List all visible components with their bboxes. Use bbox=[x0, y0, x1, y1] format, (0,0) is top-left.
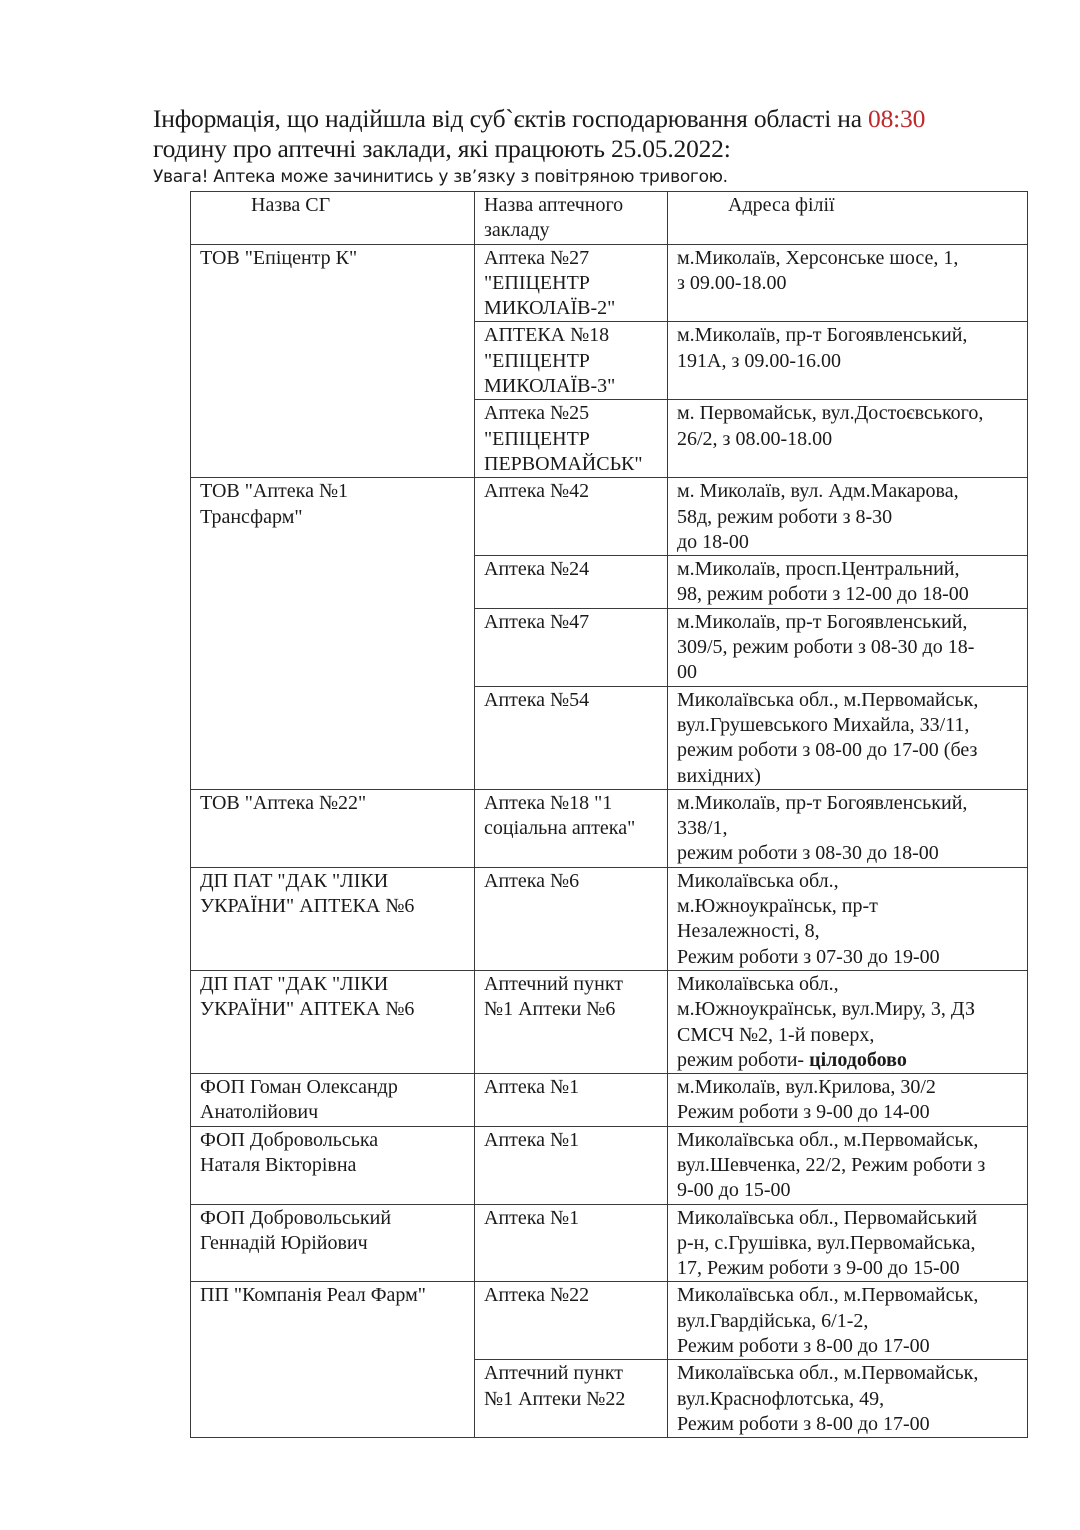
address-cell bbox=[668, 556, 1028, 609]
cell-line: режим роботи з 08-00 до 17-00 (без bbox=[677, 739, 978, 762]
cell-line: м. Миколаїв, вул. Адм.Макарова, bbox=[677, 480, 959, 503]
cell-line: 17, Режим роботи з 9-00 до 15-00 bbox=[677, 1257, 960, 1280]
cell-line: №1 Аптеки №6 bbox=[484, 998, 616, 1021]
air-raid-warning: Увага! Аптека може зачинитись у зв’язку з повітряною тривогою. bbox=[153, 167, 728, 187]
cell-line: ПЕРВОМАЙСЬК" bbox=[484, 452, 643, 475]
cell-line: Аптека №42 bbox=[484, 480, 590, 503]
cell-line: МИКОЛАЇВ-2" bbox=[484, 297, 616, 320]
cell-line: Миколаївська обл., м.Первомайськ, bbox=[677, 1362, 979, 1385]
cell-line: Аптечний пункт bbox=[484, 972, 624, 995]
cell-line: Наталя Вікторівна bbox=[200, 1153, 357, 1176]
cell-line: Миколаївська обл., м.Первомайськ, bbox=[677, 688, 979, 711]
entity-cell bbox=[191, 1074, 475, 1127]
cell-line: м.Миколаїв, пр-т Богоявленський, bbox=[677, 610, 968, 633]
cell-line: м.Миколаїв, просп.Центральний, bbox=[677, 558, 960, 581]
cell-line bbox=[677, 1048, 1019, 1073]
cell-line: 00 bbox=[677, 661, 697, 684]
pharmacy-table bbox=[190, 191, 1028, 1438]
cell-line: Миколаївська обл., bbox=[677, 972, 839, 995]
cell-line: АПТЕКА №18 bbox=[484, 324, 610, 347]
cell-line: ПП "Компанія Реал Фарм" bbox=[200, 1284, 426, 1307]
cell-line: м.Южноукраїнськ, пр-т bbox=[677, 895, 878, 918]
cell-line: Миколаївська обл., м.Первомайськ, bbox=[677, 1128, 979, 1151]
entity-cell bbox=[191, 478, 475, 790]
pharmacy-name-cell bbox=[475, 1282, 668, 1360]
entity-cell bbox=[191, 789, 475, 867]
pharmacy-name-cell bbox=[475, 244, 668, 322]
entity-cell bbox=[191, 970, 475, 1073]
address-cell bbox=[668, 244, 1028, 322]
pharmacy-name-cell bbox=[475, 1204, 668, 1282]
address-cell bbox=[668, 1360, 1028, 1438]
cell-line: 26/2, з 08.00-18.00 bbox=[677, 427, 833, 450]
title-text: Інформація, що надійшла від суб`єктів господарювання області на bbox=[153, 104, 869, 133]
cell-line: м.Миколаїв, Херсонське шосе, 1, bbox=[677, 246, 959, 269]
pharmacy-name-cell bbox=[475, 400, 668, 478]
cell-line: Режим роботи з 8-00 до 17-00 bbox=[677, 1335, 930, 1358]
entity-cell bbox=[191, 1282, 475, 1438]
cell-line: до 18-00 bbox=[677, 530, 749, 553]
cell-line: "ЕПІЦЕНТР bbox=[484, 427, 590, 450]
cell-line: Аптека №6 bbox=[484, 869, 580, 892]
address-cell bbox=[668, 1074, 1028, 1127]
cell-line: м.Миколаїв, пр-т Богоявленський, bbox=[677, 324, 968, 347]
cell-line: Аптека №47 bbox=[484, 610, 590, 633]
cell-line: соціальна аптека" bbox=[484, 817, 636, 840]
pharmacy-name-cell bbox=[475, 478, 668, 556]
cell-line: УКРАЇНИ" АПТЕКА №6 bbox=[200, 998, 415, 1021]
cell-line: №1 Аптеки №22 bbox=[484, 1387, 626, 1410]
cell-line: Режим роботи з 8-00 до 17-00 bbox=[677, 1412, 930, 1435]
address-cell bbox=[668, 322, 1028, 400]
cell-line: СМСЧ №2, 1-й поверх, bbox=[677, 1023, 875, 1046]
table-row bbox=[191, 970, 1028, 1073]
address-cell bbox=[668, 789, 1028, 867]
hours-24h: цілодобово bbox=[809, 1048, 907, 1071]
title-text-line2: годину про аптечні заклади, які працюють 25.05.2022: bbox=[153, 134, 731, 163]
cell-line: ДП ПАТ "ДАК "ЛІКИ bbox=[200, 972, 389, 995]
cell-line: Незалежності, 8, bbox=[677, 920, 820, 943]
document-title bbox=[153, 104, 973, 164]
cell-line: вул.Шевченка, 22/2, Режим роботи з bbox=[677, 1153, 986, 1176]
cell-line: Аптека №1 bbox=[484, 1206, 580, 1229]
pharmacy-name-cell bbox=[475, 1074, 668, 1127]
cell-line: режим роботи з 08-30 до 18-00 bbox=[677, 842, 939, 865]
cell-line: р-н, с.Грушівка, вул.Первомайська, bbox=[677, 1231, 976, 1254]
entity-cell bbox=[191, 867, 475, 970]
entity-cell bbox=[191, 1126, 475, 1204]
cell-line: з 09.00-18.00 bbox=[677, 271, 787, 294]
cell-line: м.Южноукраїнськ, вул.Миру, 3, ДЗ bbox=[677, 998, 976, 1021]
address-cell bbox=[668, 478, 1028, 556]
pharmacy-name-cell bbox=[475, 556, 668, 609]
cell-line: 98, режим роботи з 12-00 до 18-00 bbox=[677, 583, 969, 606]
cell-line: 309/5, режим роботи з 08-30 до 18- bbox=[677, 636, 975, 659]
cell-line: Аптека №54 bbox=[484, 688, 590, 711]
cell-line: вул.Краснофлотська, 49, bbox=[677, 1387, 885, 1410]
pharmacy-name-cell bbox=[475, 970, 668, 1073]
address-cell bbox=[668, 686, 1028, 789]
entity-cell bbox=[191, 1204, 475, 1282]
cell-line: Миколаївська обл., м.Первомайськ, bbox=[677, 1284, 979, 1307]
cell-line: 58д, режим роботи з 8-30 bbox=[677, 505, 893, 528]
cell-line: ФОП Добровольський bbox=[200, 1206, 392, 1229]
cell-line: ТОВ "Аптека №1 bbox=[200, 480, 349, 503]
cell-line: Режим роботи з 07-30 до 19-00 bbox=[677, 945, 940, 968]
cell-line: "ЕПІЦЕНТР bbox=[484, 349, 590, 372]
address-cell bbox=[668, 1204, 1028, 1282]
address-cell bbox=[668, 867, 1028, 970]
cell-line: ТОВ "Епіцентр К" bbox=[200, 246, 358, 269]
address-cell bbox=[668, 400, 1028, 478]
cell-line: Аптека №27 bbox=[484, 246, 590, 269]
cell-line: вул.Гвардійська, 6/1-2, bbox=[677, 1309, 869, 1332]
cell-line: ФОП Гоман Олександр bbox=[200, 1076, 398, 1099]
table-header-row bbox=[191, 192, 1028, 245]
cell-line: 191А, з 09.00-16.00 bbox=[677, 349, 842, 372]
entity-cell bbox=[191, 244, 475, 478]
table-row bbox=[191, 867, 1028, 970]
cell-line: Аптечний пункт bbox=[484, 1362, 624, 1385]
cell-line: Аптека №18 "1 bbox=[484, 791, 613, 814]
cell-line: 9-00 до 15-00 bbox=[677, 1179, 791, 1202]
cell-line: Миколаївська обл., Первомайський bbox=[677, 1206, 978, 1229]
cell-line: Геннадій Юрійович bbox=[200, 1231, 368, 1254]
cell-line: ФОП Добровольська bbox=[200, 1128, 379, 1151]
cell-line: вул.Грушевського Михайла, 33/11, bbox=[677, 713, 970, 736]
cell-line: ДП ПАТ "ДАК "ЛІКИ bbox=[200, 869, 389, 892]
cell-line: Аптека №24 bbox=[484, 558, 590, 581]
hours-prefix: режим роботи- bbox=[677, 1048, 810, 1071]
pharmacy-name-cell bbox=[475, 686, 668, 789]
pharmacy-name-cell bbox=[475, 322, 668, 400]
header-address: Адреса філії bbox=[668, 192, 1028, 245]
cell-line: Трансфарм" bbox=[200, 505, 303, 528]
pharmacy-name-cell bbox=[475, 608, 668, 686]
cell-line: 338/1, bbox=[677, 817, 728, 840]
cell-line: м. Первомайськ, вул.Достоєвського, bbox=[677, 402, 984, 425]
pharmacy-name-cell bbox=[475, 789, 668, 867]
address-cell bbox=[668, 608, 1028, 686]
cell-line: м.Миколаїв, вул.Крилова, 30/2 bbox=[677, 1076, 936, 1099]
pharmacy-name-cell bbox=[475, 1360, 668, 1438]
table-row bbox=[191, 789, 1028, 867]
header-entity: Назва СГ bbox=[191, 192, 475, 245]
cell-line: МИКОЛАЇВ-3" bbox=[484, 375, 616, 398]
cell-line: ТОВ "Аптека №22" bbox=[200, 791, 367, 814]
cell-line: Аптека №1 bbox=[484, 1076, 580, 1099]
address-cell bbox=[668, 1282, 1028, 1360]
table-row bbox=[191, 244, 1028, 322]
cell-line: Режим роботи з 9-00 до 14-00 bbox=[677, 1101, 930, 1124]
cell-line: Анатолійович bbox=[200, 1101, 319, 1124]
report-time: 08:30 bbox=[868, 104, 926, 133]
cell-line: "ЕПІЦЕНТР bbox=[484, 271, 590, 294]
pharmacy-name-cell bbox=[475, 1126, 668, 1204]
table-row bbox=[191, 1204, 1028, 1282]
table-row bbox=[191, 1126, 1028, 1204]
address-cell bbox=[668, 970, 1028, 1073]
header-pharmacy: Назва аптечного закладу bbox=[475, 192, 668, 245]
cell-line: Аптека №22 bbox=[484, 1284, 590, 1307]
cell-line: Аптека №25 bbox=[484, 402, 590, 425]
table-row bbox=[191, 478, 1028, 556]
pharmacy-name-cell bbox=[475, 867, 668, 970]
cell-line: Миколаївська обл., bbox=[677, 869, 839, 892]
cell-line: вихідних) bbox=[677, 764, 761, 787]
cell-line: Аптека №1 bbox=[484, 1128, 580, 1151]
table-row bbox=[191, 1282, 1028, 1360]
table-row bbox=[191, 1074, 1028, 1127]
cell-line: УКРАЇНИ" АПТЕКА №6 bbox=[200, 895, 415, 918]
address-cell bbox=[668, 1126, 1028, 1204]
cell-line: м.Миколаїв, пр-т Богоявленський, bbox=[677, 791, 968, 814]
